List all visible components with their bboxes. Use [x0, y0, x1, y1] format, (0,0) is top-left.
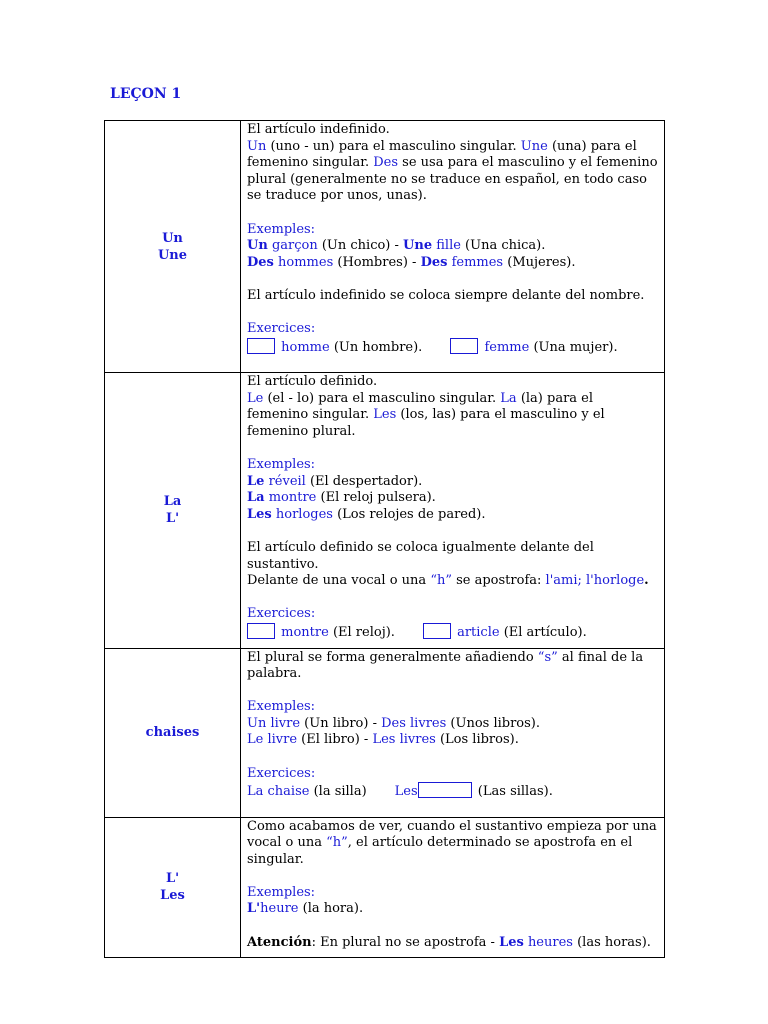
example-line	[247, 901, 658, 918]
note-text: El artículo definido se coloca igualmente delante del sustantivo.	[247, 539, 594, 572]
translation-text: (la silla)	[309, 784, 367, 800]
article-text: Des	[247, 254, 274, 270]
term-text: Un	[162, 230, 183, 246]
article-text: Une	[403, 238, 433, 254]
noun-text: montre	[268, 490, 317, 506]
noun-text: hommes	[278, 254, 334, 270]
body-text: (la) para el femenino singular.	[247, 390, 594, 423]
examples-label: Exemples:	[247, 699, 316, 715]
term-cell	[105, 373, 241, 649]
example-line	[247, 507, 658, 524]
note-text	[247, 573, 658, 590]
article-text: Les	[394, 784, 418, 800]
table-row	[105, 648, 665, 817]
example-line	[247, 238, 658, 255]
lesson-table	[104, 120, 665, 958]
translation-text: (El despertador).	[305, 473, 423, 489]
noun-text: horloges	[275, 506, 333, 522]
translation-text: (Hombres) -	[333, 254, 421, 270]
intro-text: El artículo indefinido.	[247, 122, 390, 137]
body-text: (el - lo) para el masculino singular.	[263, 390, 501, 406]
example-line	[247, 716, 658, 733]
example-line	[247, 732, 658, 749]
intro-text: El artículo definido.	[247, 374, 378, 389]
term-text: La	[163, 494, 182, 510]
article-text: La	[247, 490, 265, 506]
article-text: Une	[520, 138, 548, 154]
example-words: l'ami; l'horloge	[545, 573, 645, 589]
translation-text: (Un libro) -	[300, 715, 382, 731]
example-line	[247, 474, 658, 491]
article-text: Le	[247, 390, 264, 406]
letter-text: “h”	[430, 573, 452, 589]
answer-blank-input[interactable]	[418, 782, 472, 798]
translation-text: (Los relojes de pared).	[332, 506, 486, 522]
article-text: La	[500, 390, 517, 406]
explanation	[247, 139, 658, 205]
attention-label: Atención	[247, 934, 312, 950]
content-cell	[241, 817, 665, 958]
noun-text: heure	[260, 901, 299, 917]
content-cell	[241, 648, 665, 817]
term-cell	[105, 817, 241, 958]
note-text: El artículo indefinido se coloca siempre delante del nombre.	[247, 287, 645, 303]
explanation	[247, 819, 658, 869]
noun-text: heures	[527, 934, 573, 950]
noun-text: Des livres	[381, 715, 447, 731]
body-text: El plural se forma generalmente añadiendo	[247, 649, 538, 665]
term-text: L'	[165, 871, 180, 887]
noun-text: femmes	[451, 254, 504, 270]
body-text: (los, las) para el masculino y el femenino plural.	[247, 407, 605, 439]
content-cell	[241, 121, 665, 373]
translation-text: (Un chico) -	[317, 238, 404, 254]
article-text: Le	[247, 473, 265, 489]
noun-text: Le livre	[247, 732, 298, 748]
article-text: L'	[247, 901, 261, 917]
translation-text: (Los libros).	[435, 732, 519, 748]
translation-text: (El reloj).	[328, 624, 395, 640]
body-text: se apostrofa:	[451, 573, 546, 589]
exercise-line	[247, 338, 658, 357]
example-line	[247, 255, 658, 272]
term-text: Les	[160, 888, 185, 904]
body-text: Delante de una vocal o una	[247, 573, 431, 589]
translation-text: (Una chica).	[460, 238, 546, 254]
example-line	[247, 490, 658, 507]
answer-blank-input[interactable]	[247, 623, 275, 639]
noun-text: fille	[436, 238, 461, 254]
body-text: (una) para el femenino singular.	[247, 138, 637, 171]
article-text: Les	[247, 506, 272, 522]
translation-text: (Mujeres).	[503, 254, 576, 270]
translation-text: (El libro) -	[297, 732, 373, 748]
term-cell	[105, 121, 241, 373]
term-text: L'	[165, 511, 180, 527]
body-text: se usa para el masculino y el femenino plural (generalmente no se traduce en español, en todo caso se traduce por unos, unas).	[247, 155, 658, 204]
article-text: Un	[247, 138, 267, 154]
exercises-label: Exercices:	[247, 606, 316, 622]
letter-text: “h”	[326, 835, 348, 851]
body-text: al final de la palabra.	[247, 649, 644, 682]
exercises-label: Exercices:	[247, 321, 316, 337]
translation-text: (las horas).	[572, 934, 651, 950]
article-text: Des	[420, 254, 448, 270]
body-text: , el artículo determinado se apostrofa en el singular.	[247, 835, 633, 867]
answer-blank-input[interactable]	[450, 338, 478, 354]
attention-line	[247, 935, 658, 952]
translation-text: (Las sillas).	[473, 784, 553, 800]
noun-text: homme	[281, 339, 330, 355]
term-cell	[105, 648, 241, 817]
translation-text: (El reloj pulsera).	[316, 490, 436, 506]
noun-text: Les livres	[372, 732, 436, 748]
noun-text: réveil	[268, 473, 306, 489]
term-text: chaises	[145, 725, 200, 740]
exercises-label: Exercices:	[247, 765, 316, 781]
exercise-line	[247, 782, 658, 801]
noun-text: La chaise	[247, 784, 310, 800]
examples-label: Exemples:	[247, 884, 316, 900]
noun-text: Un livre	[247, 715, 301, 731]
explanation	[247, 391, 658, 441]
article-text: Les	[373, 407, 397, 423]
translation-text: (Un hombre).	[329, 339, 423, 355]
body-text: (uno - un) para el masculino singular.	[266, 138, 521, 154]
answer-blank-input[interactable]	[423, 623, 451, 639]
examples-label: Exemples:	[247, 456, 316, 472]
answer-blank-input[interactable]	[247, 338, 275, 354]
body-text: : En plural no se apostrofa -	[311, 934, 500, 950]
content-cell	[241, 373, 665, 649]
translation-text: (Una mujer).	[529, 339, 618, 355]
article-text: Des	[373, 155, 399, 171]
noun-text: femme	[484, 339, 530, 355]
noun-text: article	[457, 624, 500, 640]
translation-text: (Unos libros).	[446, 715, 540, 731]
table-row	[105, 817, 665, 958]
term-text: Une	[157, 247, 188, 263]
translation-text: (El artículo).	[499, 624, 587, 640]
noun-text: montre	[281, 624, 329, 640]
lesson-title: LEÇON 1	[110, 86, 182, 102]
table-row	[105, 373, 665, 649]
table-row	[105, 121, 665, 373]
examples-label: Exemples:	[247, 221, 316, 237]
noun-text: garçon	[271, 238, 318, 254]
body-text: Como acabamos de ver, cuando el sustantivo empieza por una vocal o una	[247, 818, 657, 851]
letter-text: “s”	[537, 649, 558, 665]
article-text: Les	[499, 934, 524, 950]
translation-text: (la hora).	[298, 901, 364, 917]
article-text: Un	[247, 238, 268, 254]
exercise-line	[247, 623, 658, 642]
body-text: .	[644, 573, 649, 589]
explanation	[247, 650, 658, 683]
